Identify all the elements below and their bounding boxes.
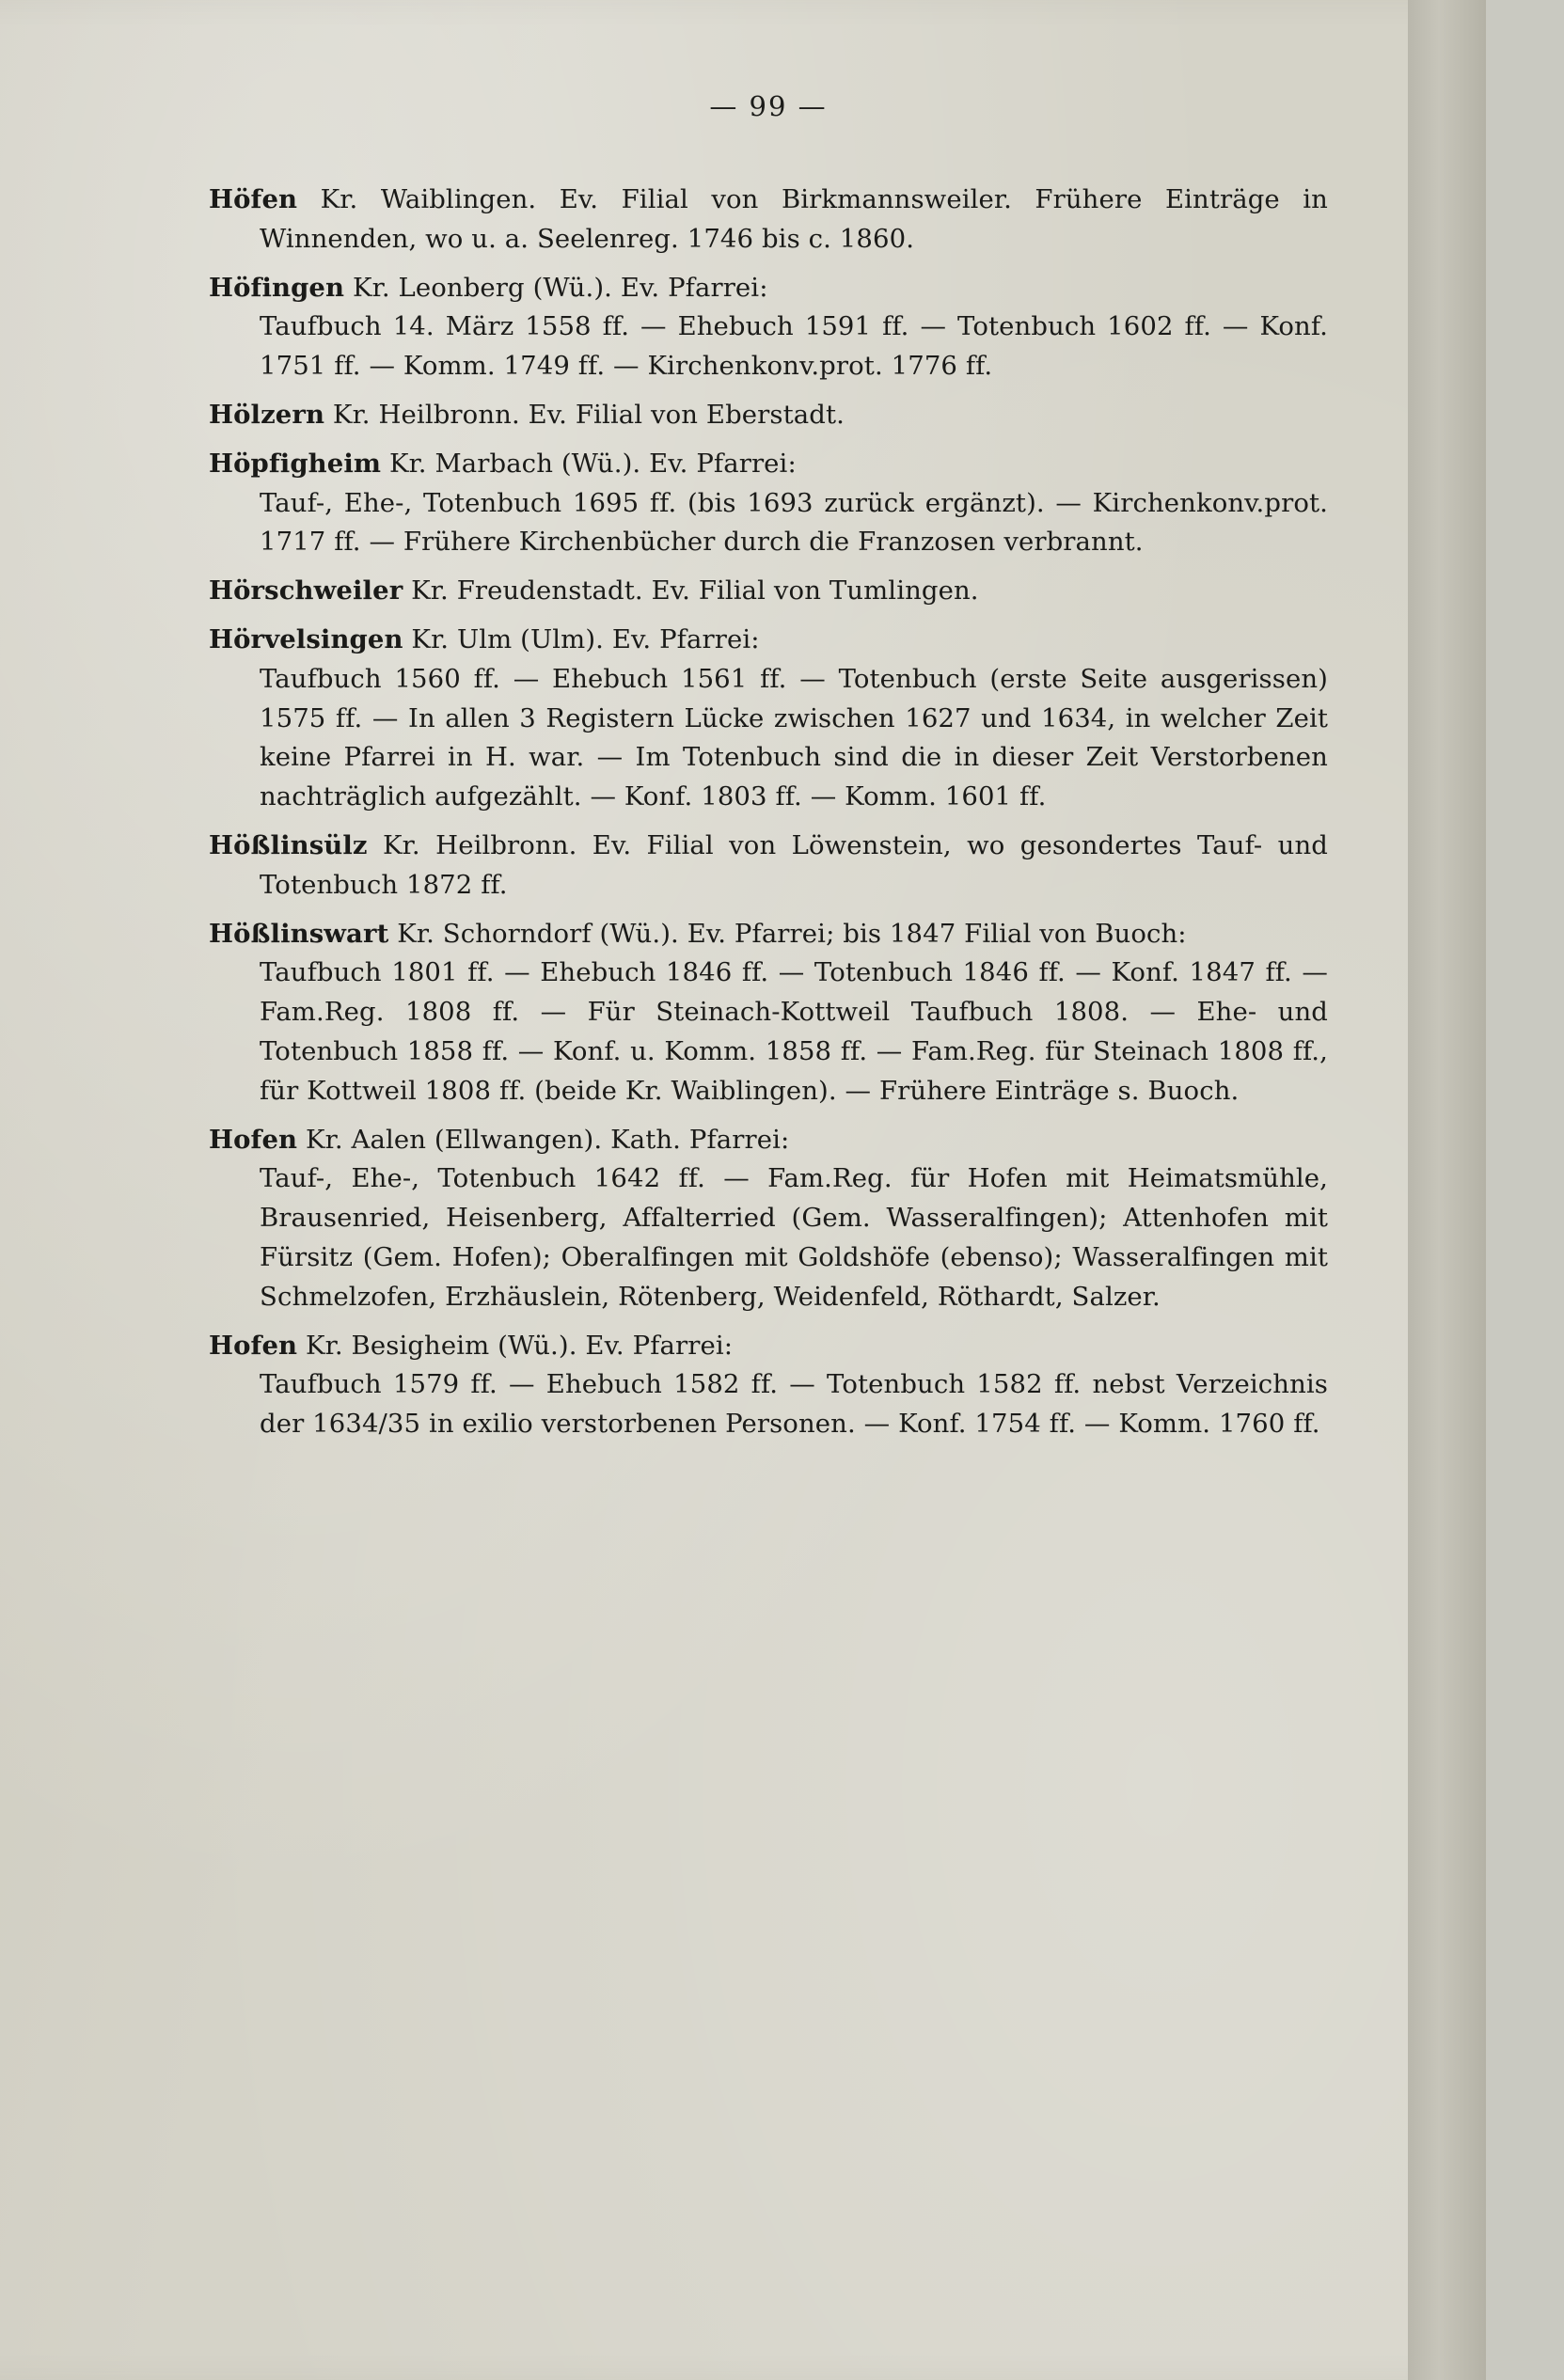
entry-heading-text: Kr. Heilbronn. Ev. Filial von Löwenstein, wo gesondertes Tauf- und Totenbuch 1872 ff. (260, 829, 1328, 900)
entry-body: Tauf-, Ehe-, Totenbuch 1695 ff. (bis 1693 zurück ergänzt). — Kirchenkonv.prot. 1717 ff. — Frühere Kirchenbücher durch die Franzosen verbrannt. (260, 487, 1328, 558)
dictionary-entry (209, 396, 1328, 435)
entry-heading-text: Kr. Heilbronn. Ev. Filial von Eberstadt. (332, 399, 845, 430)
entry-heading (209, 269, 1328, 308)
entry-heading-text: Kr. Besigheim (Wü.). Ev. Pfarrei: (306, 1330, 734, 1361)
entry-heading-text: Kr. Ulm (Ulm). Ev. Pfarrei: (411, 623, 760, 654)
entry-heading (209, 1327, 1328, 1366)
entry-heading (209, 396, 1328, 435)
entry-heading-text: Kr. Freudenstadt. Ev. Filial von Tumlingen. (411, 575, 979, 607)
entry-heading (209, 572, 1328, 611)
entry-heading-text: Kr. Waiblingen. Ev. Filial von Birkmannsweiler. Frühere Einträge in Winnenden, wo u. a. Seelenreg. 1746 bis c. 1860. (260, 184, 1328, 254)
entry-place-name: Hofen (209, 1330, 298, 1361)
dictionary-entry (209, 572, 1328, 611)
entry-body: Taufbuch 14. März 1558 ff. — Ehebuch 1591 ff. — Totenbuch 1602 ff. — Konf. 1751 ff. — Komm. 1749 ff. — Kirchenkonv.prot. 1776 ff. (260, 311, 1328, 382)
entry-heading-text: Kr. Schorndorf (Wü.). Ev. Pfarrei; bis 1847 Filial von Buoch: (397, 918, 1187, 949)
dictionary-entry (209, 915, 1328, 1111)
entry-heading (209, 1121, 1328, 1160)
entry-place-name: Hörvelsingen (209, 623, 403, 654)
dictionary-entry (209, 269, 1328, 386)
entry-place-name: Hößlinsülz (209, 829, 368, 860)
entry-body: Taufbuch 1801 ff. — Ehebuch 1846 ff. — Totenbuch 1846 ff. — Konf. 1847 ff. — Fam.Reg. 1808 ff. — Für Steinach-Kottweil Taufbuch 1808. — Ehe- und Totenbuch 1858 ff. — Konf. u. Komm. 1858 ff. — Fam.Reg. für Steinach 1808 ff., für Kottweil 1808 ff. (beide Kr. Waiblingen). — Frühere Einträge s. Buoch. (260, 957, 1328, 1106)
entry-heading (209, 827, 1328, 906)
entry-place-name: Höfingen (209, 272, 345, 303)
entry-place-name: Hölzern (209, 399, 325, 430)
dictionary-entry (209, 827, 1328, 906)
entry-heading-text: Kr. Aalen (Ellwangen). Kath. Pfarrei: (306, 1124, 790, 1155)
entry-place-name: Höfen (209, 184, 298, 214)
entry-place-name: Hörschweiler (209, 575, 403, 607)
entry-body: Tauf-, Ehe-, Totenbuch 1642 ff. — Fam.Reg. für Hofen mit Heimatsmühle, Brausenried, Heisenberg, Affalterried (Gem. Wasseralfingen); Attenhofen mit Fürsitz (Gem. Hofen); Oberalfingen mit Goldshöfe (ebenso); Wasseralfingen mit Schmelzofen, Erzhäuslein, Rötenberg, Weidenfeld, Röthardt, Salzer. (260, 1163, 1328, 1312)
entry-heading (209, 621, 1328, 660)
entry-heading-text: Kr. Leonberg (Wü.). Ev. Pfarrei: (352, 272, 768, 303)
dictionary-entry (209, 445, 1328, 562)
entry-place-name: Höpfigheim (209, 448, 382, 479)
dictionary-entry (209, 621, 1328, 817)
page-edge-shadow (1408, 0, 1486, 2380)
dictionary-entry (209, 181, 1328, 260)
entry-place-name: Hößlinswart (209, 918, 389, 949)
entry-heading (209, 915, 1328, 954)
entry-body: Taufbuch 1579 ff. — Ehebuch 1582 ff. — Totenbuch 1582 ff. nebst Verzeichnis der 1634/35 in exilio verstorbenen Personen. — Konf. 1754 ff. — Komm. 1760 ff. (260, 1369, 1328, 1440)
entry-heading-text: Kr. Marbach (Wü.). Ev. Pfarrei: (388, 448, 797, 479)
page-content (209, 90, 1328, 1448)
dictionary-entry (209, 1327, 1328, 1444)
page-number: — 99 — (709, 90, 828, 122)
entry-place-name: Hofen (209, 1124, 298, 1155)
entry-heading (209, 445, 1328, 484)
dictionary-entry (209, 1121, 1328, 1317)
entry-body: Taufbuch 1560 ff. — Ehebuch 1561 ff. — Totenbuch (erste Seite ausgerissen) 1575 ff. — In allen 3 Registern Lücke zwischen 1627 und 1634, in welcher Zeit keine Pfarrei in H. war. — Im Totenbuch sind die in dieser Zeit Verstorbenen nachträglich aufgezählt. — Konf. 1803 ff. — Komm. 1601 ff. (260, 663, 1328, 812)
entry-heading (209, 181, 1328, 260)
